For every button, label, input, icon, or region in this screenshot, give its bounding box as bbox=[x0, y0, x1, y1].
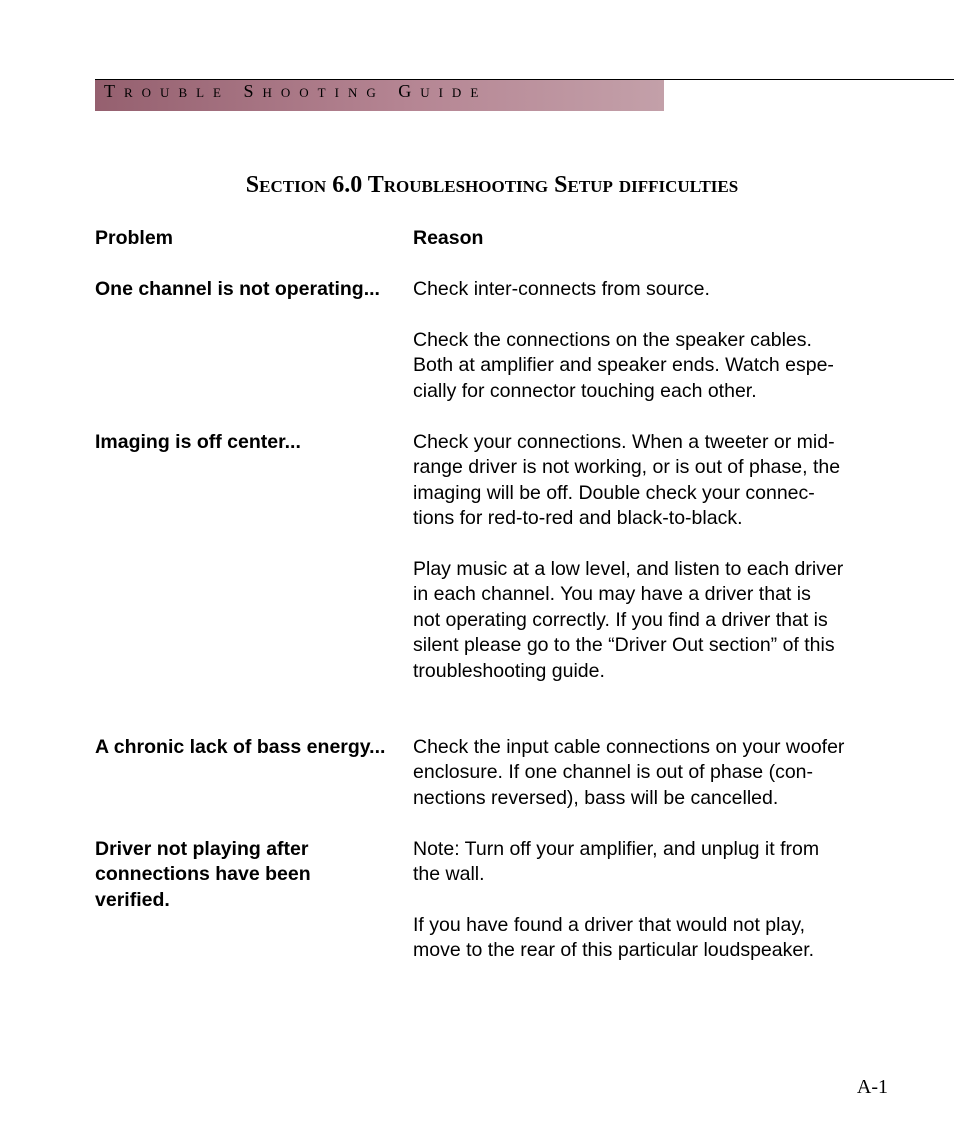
section-title: Section 6.0 Troubleshooting Setup difficulties bbox=[245, 172, 739, 198]
reason-text: If you have found a driver that would not play, move to the rear of this particular loudspeaker. bbox=[413, 914, 815, 962]
reason-column-header: Reason bbox=[413, 227, 484, 249]
problem-imaging: Imaging is off center... bbox=[95, 431, 301, 453]
header-title: Trouble Shooting Guide bbox=[104, 81, 488, 101]
reason-text: Note: Turn off your amplifier, and unplug it from the wall. bbox=[413, 838, 820, 886]
problem-column-header: Problem bbox=[95, 227, 174, 249]
reason-text: Check inter-connects from source. bbox=[413, 278, 710, 300]
reason-text: Check the input cable connections on your woofer enclosure. If one channel is out of phase (con- nections reversed), bass will be cancelled. bbox=[413, 736, 845, 809]
reason-text: Check the connections on the speaker cables. Both at amplifier and speaker ends. Watch espe- cially for connector touching each other. bbox=[413, 329, 834, 402]
reason-text: Play music at a low level, and listen to each driver in each channel. You may have a driver that is not operating correctly. If you find a driver that is silent please go to the “Driver Out section” of this troubleshooting guide. bbox=[413, 558, 844, 682]
problem-driver-not-playing: Driver not playing after connections have been verified. bbox=[95, 838, 311, 911]
reason-text: Check your connections. When a tweeter or mid- range driver is not working, or is out of phase, the imaging will be off. Double check your connec- tions for red-to-red and black-to-black. bbox=[413, 431, 841, 530]
page-number: A-1 bbox=[856, 1076, 888, 1098]
problem-bass: A chronic lack of bass energy... bbox=[95, 736, 386, 758]
problem-one-channel: One channel is not operating... bbox=[95, 278, 380, 300]
